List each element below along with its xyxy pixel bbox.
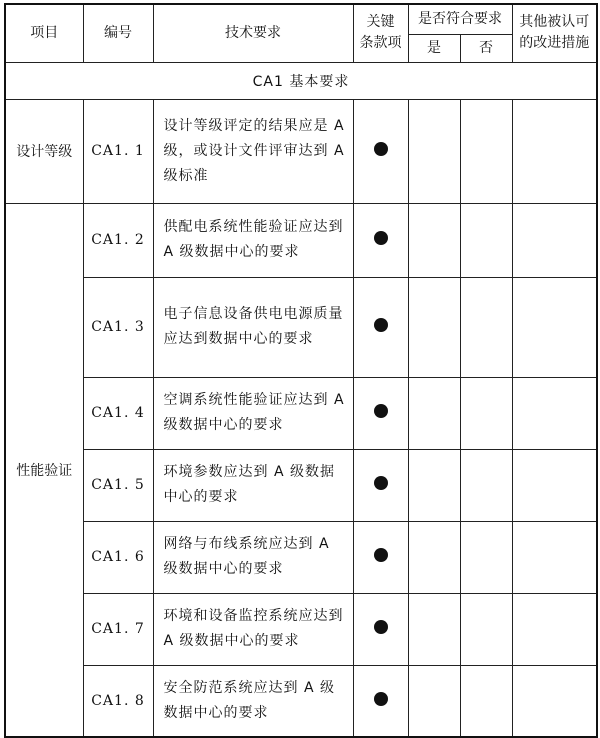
key-dot-icon bbox=[374, 476, 388, 490]
key-cell bbox=[353, 593, 408, 665]
table-row bbox=[5, 99, 597, 203]
key-dot-icon bbox=[374, 318, 388, 332]
key-dot-icon bbox=[374, 692, 388, 706]
row-requirement: 供配电系统性能验证应达到 A 级数据中心的要求 bbox=[153, 203, 353, 277]
key-cell bbox=[353, 521, 408, 593]
section-title: CA1 基本要求 bbox=[5, 62, 597, 99]
other-measures-cell[interactable] bbox=[512, 377, 597, 449]
no-cell[interactable] bbox=[460, 665, 512, 737]
table-row bbox=[5, 449, 597, 521]
other-measures-cell[interactable] bbox=[512, 593, 597, 665]
no-cell[interactable] bbox=[460, 203, 512, 277]
header-key-line2: 条款项 bbox=[359, 35, 402, 52]
table-row bbox=[5, 203, 597, 277]
key-cell bbox=[353, 665, 408, 737]
key-cell bbox=[353, 277, 408, 377]
table-row bbox=[5, 665, 597, 737]
row-requirement: 电子信息设备供电电源质量应达到数据中心的要求 bbox=[153, 277, 353, 377]
yes-cell[interactable] bbox=[408, 449, 460, 521]
row-code: CA1. 2 bbox=[83, 203, 153, 277]
requirements-table bbox=[4, 3, 598, 738]
no-cell[interactable] bbox=[460, 449, 512, 521]
key-cell bbox=[353, 377, 408, 449]
row-requirement: 安全防范系统应达到 A 级数据中心的要求 bbox=[153, 665, 353, 737]
requirements-table-wrapper bbox=[4, 3, 598, 738]
key-cell bbox=[353, 203, 408, 277]
no-cell[interactable] bbox=[460, 277, 512, 377]
yes-cell[interactable] bbox=[408, 203, 460, 277]
header-other-measures bbox=[512, 4, 597, 62]
no-cell[interactable] bbox=[460, 99, 512, 203]
yes-cell[interactable] bbox=[408, 99, 460, 203]
other-measures-cell[interactable] bbox=[512, 203, 597, 277]
header-conform: 是否符合要求 bbox=[408, 4, 512, 34]
row-code: CA1. 8 bbox=[83, 665, 153, 737]
header-no: 否 bbox=[460, 34, 512, 62]
header-key-clause bbox=[353, 4, 408, 62]
no-cell[interactable] bbox=[460, 593, 512, 665]
key-cell bbox=[353, 449, 408, 521]
no-cell[interactable] bbox=[460, 377, 512, 449]
other-measures-cell[interactable] bbox=[512, 99, 597, 203]
yes-cell[interactable] bbox=[408, 521, 460, 593]
header-other-line2: 的改进措施 bbox=[519, 35, 590, 52]
key-dot-icon bbox=[374, 548, 388, 562]
header-key-line1: 关键 bbox=[366, 14, 395, 31]
yes-cell[interactable] bbox=[408, 665, 460, 737]
row-requirement: 网络与布线系统应达到 A 级数据中心的要求 bbox=[153, 521, 353, 593]
row-code: CA1. 1 bbox=[83, 99, 153, 203]
row-requirement: 环境参数应达到 A 级数据中心的要求 bbox=[153, 449, 353, 521]
header-requirement: 技术要求 bbox=[153, 4, 353, 62]
row-requirement: 设计等级评定的结果应是 A 级，或设计文件评审达到 A 级标准 bbox=[153, 99, 353, 203]
no-cell[interactable] bbox=[460, 521, 512, 593]
row-code: CA1. 7 bbox=[83, 593, 153, 665]
row-code: CA1. 3 bbox=[83, 277, 153, 377]
key-cell bbox=[353, 99, 408, 203]
other-measures-cell[interactable] bbox=[512, 449, 597, 521]
header-other-line1: 其他被认可 bbox=[519, 14, 590, 31]
table-row bbox=[5, 277, 597, 377]
key-dot-icon bbox=[374, 142, 388, 156]
table-row bbox=[5, 593, 597, 665]
row-code: CA1. 6 bbox=[83, 521, 153, 593]
row-requirement: 环境和设备监控系统应达到 A 级数据中心的要求 bbox=[153, 593, 353, 665]
key-dot-icon bbox=[374, 620, 388, 634]
group-cell: 性能验证 bbox=[5, 203, 83, 737]
yes-cell[interactable] bbox=[408, 377, 460, 449]
other-measures-cell[interactable] bbox=[512, 665, 597, 737]
other-measures-cell[interactable] bbox=[512, 521, 597, 593]
key-dot-icon bbox=[374, 231, 388, 245]
row-code: CA1. 4 bbox=[83, 377, 153, 449]
key-dot-icon bbox=[374, 404, 388, 418]
header-yes: 是 bbox=[408, 34, 460, 62]
row-code: CA1. 5 bbox=[83, 449, 153, 521]
row-requirement: 空调系统性能验证应达到 A 级数据中心的要求 bbox=[153, 377, 353, 449]
table-row bbox=[5, 521, 597, 593]
header-item: 项目 bbox=[5, 4, 83, 62]
yes-cell[interactable] bbox=[408, 277, 460, 377]
other-measures-cell[interactable] bbox=[512, 277, 597, 377]
group-cell: 设计等级 bbox=[5, 99, 83, 203]
yes-cell[interactable] bbox=[408, 593, 460, 665]
header-code: 编号 bbox=[83, 4, 153, 62]
table-row bbox=[5, 377, 597, 449]
